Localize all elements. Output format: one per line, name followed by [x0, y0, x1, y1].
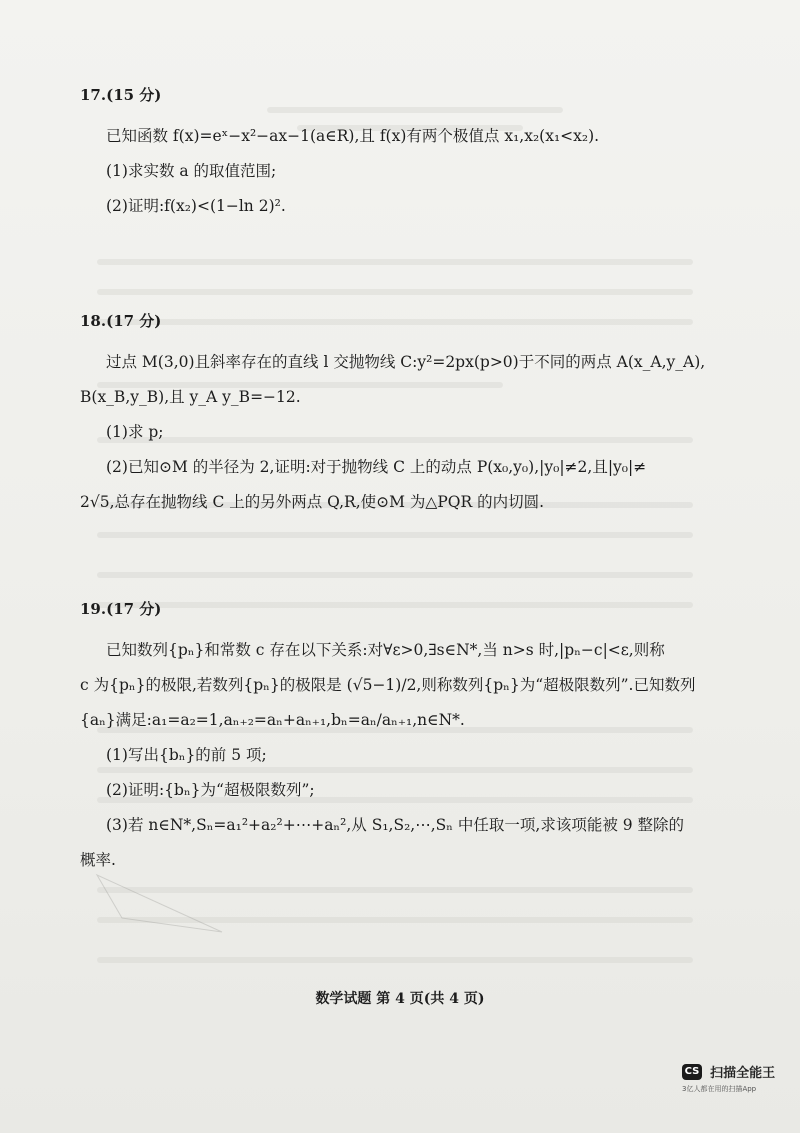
question-18	[80, 310, 706, 520]
question-17	[80, 84, 700, 224]
question-17-header: 17.(15 分)	[80, 86, 162, 104]
question-19-line: {aₙ}满足:a₁=a₂=1,aₙ₊₂=aₙ+aₙ₊₁,bₙ=aₙ/aₙ₊₁,n∈N*.	[80, 711, 465, 729]
question-19-line: 概率.	[80, 851, 116, 869]
question-17-line: (2)证明:f(x₂)<(1−ln 2)².	[106, 197, 286, 215]
question-18-line: 2√5,总存在抛物线 C 上的另外两点 Q,R,使⊙M 为△PQR 的内切圆.	[80, 493, 544, 511]
question-19-line: (3)若 n∈N*,Sₙ=a₁²+a₂²+⋯+aₙ²,从 S₁,S₂,⋯,Sₙ 中任取一项,求该项能被 9 整除的	[106, 816, 685, 834]
faint-triangle-sketch	[92, 870, 232, 940]
question-18-header: 18.(17 分)	[80, 312, 162, 330]
camscanner-slogan: 3亿人都在用的扫描App	[682, 1085, 757, 1093]
question-18-line: B(x_B,y_B),且 y_A y_B=−12.	[80, 388, 301, 406]
question-19-line: (2)证明:{bₙ}为“超极限数列”;	[106, 781, 315, 799]
camscanner-name: 扫描全能王	[710, 1066, 776, 1081]
page-footer: 数学试题 第 4 页(共 4 页)	[315, 991, 485, 1007]
camscanner-watermark	[682, 1061, 792, 1094]
question-18-line: (1)求 p;	[106, 423, 164, 441]
question-18-line: 过点 M(3,0)且斜率存在的直线 l 交抛物线 C:y²=2px(p>0)于不同的两点 A(x_A,y_A),	[106, 353, 706, 371]
question-19	[80, 598, 700, 878]
question-18-line: (2)已知⊙M 的半径为 2,证明:对于抛物线 C 上的动点 P(x₀,y₀),|y₀|≠2,且|y₀|≠	[106, 458, 647, 476]
question-17-line: 已知函数 f(x)=eˣ−x²−ax−1(a∈R),且 f(x)有两个极值点 x₁,x₂(x₁<x₂).	[106, 127, 600, 145]
question-19-line: c 为{pₙ}的极限,若数列{pₙ}的极限是 (√5−1)/2,则称数列{pₙ}为“超极限数列”.已知数列	[80, 676, 696, 694]
question-19-header: 19.(17 分)	[80, 600, 162, 618]
camscanner-logo-icon: CS	[682, 1064, 702, 1080]
question-19-line: (1)写出{bₙ}的前 5 项;	[106, 746, 267, 764]
question-17-line: (1)求实数 a 的取值范围;	[106, 162, 277, 180]
question-19-line: 已知数列{pₙ}和常数 c 存在以下关系:对∀ε>0,∃s∈N*,当 n>s 时,|pₙ−c|<ε,则称	[106, 641, 665, 659]
